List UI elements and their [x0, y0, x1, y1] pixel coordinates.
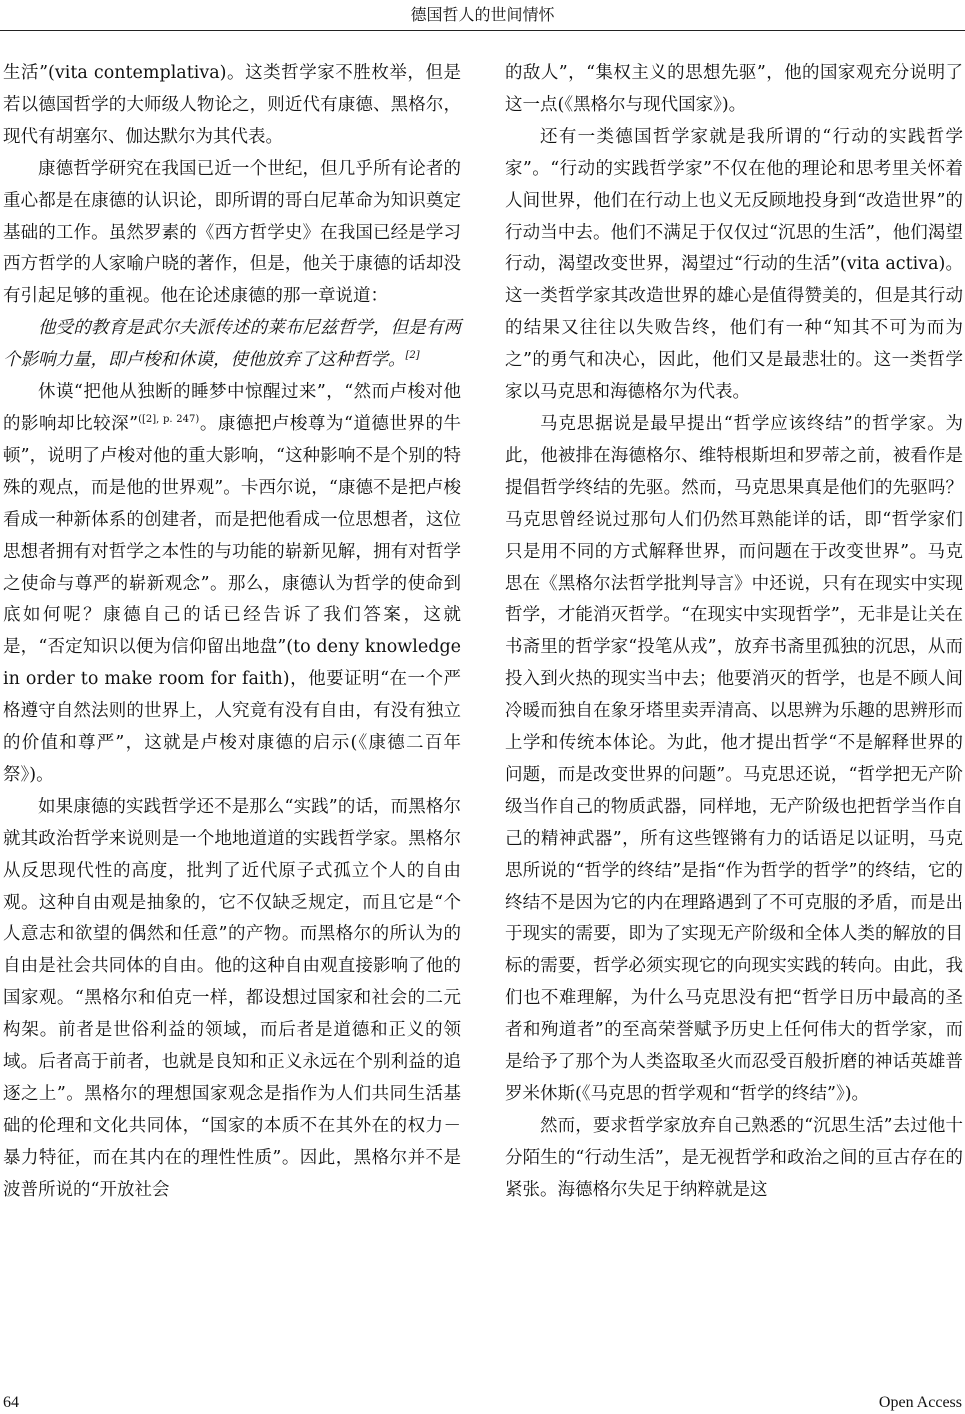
- paragraph-left-3-part-b: 。康德把卢梭尊为“道德世界的牛顿”，说明了卢梭对他的重大影响，“这种影响不是个别的特殊的观点，而是他的世界观”。卡西尔说，“康德不是把卢梭看成一种新体系的创建者，而是把他看成一位思想者，这位思想者拥有对哲学之本性的与功能的崭新见解，拥有对哲学之使命与尊严的崭新观念”。那么，康德认为哲学的使命到底如何呢？康德自己的话已经告诉了我们答案，这就是，“否定知识以便为信仰留出地盘”(to deny knowledge in order to make room for faith)，他要证明“在一个严格遵守自然法则的世界上，人究竟有没有自由，有没有独立的价值和尊严”，这就是卢梭对康德的启示(《康德二百年祭》)。: [3, 413, 462, 785]
- paragraph-right-1: 的敌人”，“集权主义的思想先驱”，他的国家观充分说明了这一点(《黑格尔与现代国家》)。: [505, 63, 963, 115]
- paragraph-left-3: [3, 377, 461, 792]
- paragraph-right-3: 马克思据说是最早提出“哲学应该终结”的哲学家。为此，他被排在海德格尔、维特根斯坦和罗蒂之前，被看作是提倡哲学终结的先驱。然而，马克思果真是他们的先驱吗？马克思曾经说过那句人们仍然耳熟能详的话，即“哲学家们只是用不同的方式解释世界，而问题在于改变世界”。马克思在《黑格尔法哲学批判导言》中还说，只有在现实中实现哲学，才能消灭哲学。“在现实中实现哲学”，无非是让关在书斋里的哲学家“投笔从戎”，放弃书斋里孤独的沉思，从而投入到火热的现实当中去；他要消灭的哲学，也是不顾人间冷暖而独自在象牙塔里卖弄清高、以思辨为乐趣的思辨形而上学和传统本体论。为此，他才提出哲学“不是解释世界的问题，而是改变世界的问题”。马克思还说，“哲学把无产阶级当作自己的物质武器，同样地，无产阶级也把哲学当作自己的精神武器”，所有这些铿锵有力的话语足以证明，马克思所说的“哲学的终结”是指“作为哲学的哲学”的终结，它的终结不是因为它的内在理路遇到了不可克服的矛盾，而是出于现实的需要，即为了实现无产阶级和全体人类的解放的目标的需要，哲学必须实现它的向现实实践的转向。由此，我们也不难理解，为什么马克思没有把“哲学日历中最高的圣者和殉道者”的至高荣誉赋予历史上任何伟大的哲学家，而是给予了那个为人类盗取圣火而忍受百般折磨的神话英雄普罗米休斯(《马克思的哲学观和“哲学的终结”》)。: [505, 413, 963, 1104]
- paragraph-left-2: 康德哲学研究在我国已近一个世纪，但几乎所有论者的重心都是在康德的认识论，即所谓的哥白尼革命为知识奠定基础的工作。虽然罗素的《西方哲学史》在我国已经是学习西方哲学的人家喻户晓的著作，但是，他关于康德的话却没有引起足够的重视。他在论述康德的那一章说道：: [3, 158, 461, 307]
- paragraph-left-1: 生活”(vita contemplativa)。这类哲学家不胜枚举，但是若以德国哲学的大师级人物论之，则近代有康德、黑格尔，现代有胡塞尔、伽达默尔为其代表。: [3, 63, 461, 147]
- paragraph-left-4: 如果康德的实践哲学还不是那么“实践”的话，而黑格尔就其政治哲学来说则是一个地地道道的实践哲学家。黑格尔从反思现代性的高度，批判了近代原子式孤立个人的自由观。这种自由观是抽象的，它不仅缺乏规定，而且它是“个人意志和欲望的偶然和任意”的产物。而黑格尔的所认为的自由是社会共同体的自由。他的这种自由观直接影响了他的国家观。“黑格尔和伯克一样，都设想过国家和社会的二元构架。前者是世俗利益的领域，而后者是道德和正义的领域。后者高于前者，也就是良知和正义永远在个别利益的追逐之上”。黑格尔的理想国家观念是指作为人们共同生活基础的伦理和文化共同体，“国家的本质不在其外在的权力－暴力特征，而在其内在的理性性质”。因此，黑格尔并不是波普所说的“开放社会: [3, 796, 461, 1200]
- quote-text: 他受的教育是武尔夫派传述的莱布尼兹哲学，但是有两个影响力量，即卢梭和休谟，使他放弃了这种哲学。: [3, 318, 461, 371]
- paragraph-left-3-part-a: 休谟“把他从独断的睡梦中惊醒过来”，“然而卢梭对他的影响却比较深”: [3, 382, 461, 434]
- quote-citation: [2]: [405, 350, 420, 362]
- right-column: [505, 58, 963, 1207]
- header-rule: [0, 30, 965, 31]
- citation-ref: ([2], p. 247): [138, 414, 200, 426]
- page-number: 64: [3, 1394, 19, 1411]
- left-column: [3, 58, 461, 1207]
- paragraph-right-2: 还有一类德国哲学家就是我所谓的“行动的实践哲学家”。“行动的实践哲学家”不仅在他的理论和思考里关怀着人间世界，他们在行动上也义无反顾地投身到“改造世界”的行动当中去。他们不满足于仅仅过“沉思的生活”，他们渴望行动，渴望改变世界，渴望过“行动的生活”(vita activa)。这一类哲学家其改造世界的雄心是值得赞美的，但是其行动的结果又往往以失败告终，他们有一种“知其不可为而为之”的勇气和决心，因此，他们又是最悲壮的。这一类哲学家以马克思和海德格尔为代表。: [505, 126, 963, 403]
- paragraph-right-4: 然而，要求哲学家放弃自己熟悉的“沉思生活”去过他十分陌生的“行动生活”，是无视哲学和政治之间的亘古存在的紧张。海德格尔失足于纳粹就是这: [505, 1115, 963, 1200]
- publisher-label: Open Access: [878, 1394, 962, 1411]
- running-head: 德国哲人的世间情怀: [410, 5, 555, 24]
- block-quote: [3, 313, 461, 377]
